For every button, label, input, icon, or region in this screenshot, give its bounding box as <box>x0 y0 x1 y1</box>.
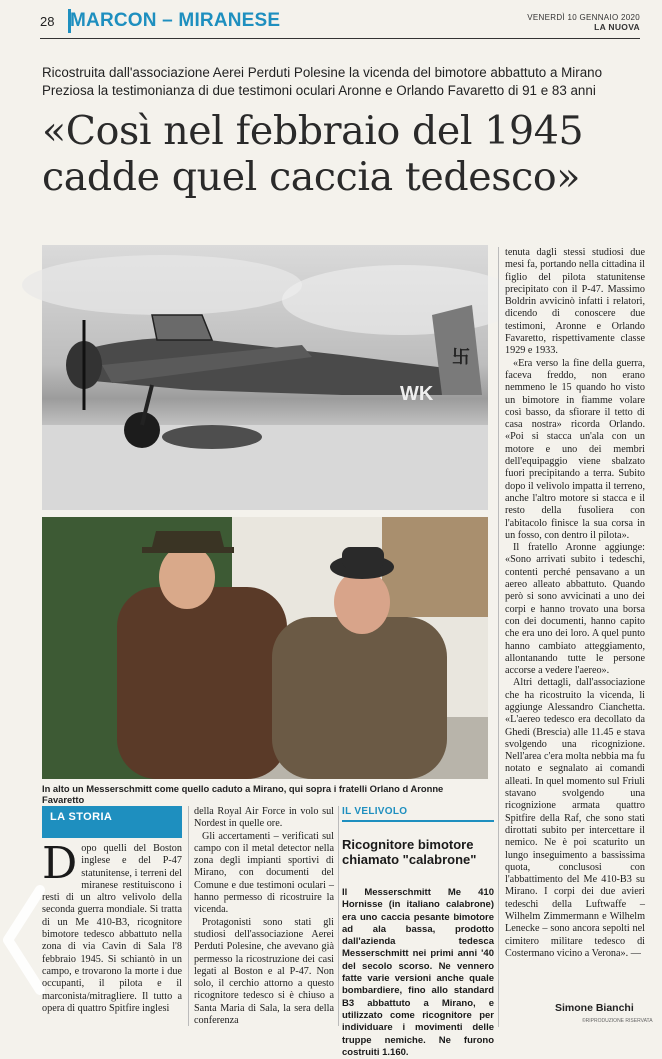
issue-date: VENERDÌ 10 GENNAIO 2020 <box>527 13 640 22</box>
newspaper-name: LA NUOVA <box>594 22 640 32</box>
middle-column-paragraph: Gli accertamenti – verificati sul campo con il metal detector nella zona degli impianti sportivi di Mirano, con documenti del Comune e due testimoni oculari – hanno permesso di ricostruire la vicenda. <box>194 830 334 916</box>
svg-text:WK: WK <box>400 383 434 405</box>
aircraft-photo <box>42 245 488 510</box>
chevron-left-icon[interactable] <box>0 880 60 1000</box>
sidebar-body: Il Messerschmitt Me 410 Hornisse (in italiano calabrone) era uno caccia pesante bimotore ad ala bassa, prodotto dall'azienda tedesca Messerschmitt nei primi anni '40 del secolo scorso. Ne vennero fatte varie versioni anche quale bombardiere, fino allo standard B3 abbattuto a Mirano, e utilizzato come ricognitore per individuare i movimenti delle truppe nemiche. Ne furono costruiti 1.160. <box>342 887 494 1058</box>
svg-text:卐: 卐 <box>452 347 470 367</box>
messerschmitt-illustration <box>42 245 488 510</box>
storia-text: opo quelli del Boston inglese e del P-47 statunitense, i terreni del miranese restituiscono i resti di un altro velivolo della seconda guerra mondiale. Si tratta di un Me 410-B3, ricognitore bimotore tedesco abbattuto nella zona di via Cavin di Sala l'8 febbraio 1945. Si schiantò in un campo, e trovarono la morte i due occupanti, il pilota e il marconista/mitragliere. Il tutto a opera di quattro Spitfire inglesi <box>42 843 182 1014</box>
right-column-paragraph: Altri dettagli, dall'associazione che ha ricostruito la vicenda, li aggiunge Alessandro Cianchetta. «L'aereo tedesco era decollato da Ghedi (Brescia) alle 11.45 e stava svolgendo una ricognizione. Nell'area c'era molta nebbia ma fu notato e segnalato ai comandi alleati. In quel momento sul Friuli stavano svolgendo una ricognizione armata quattro Spitfire della Raf, che sono stati dirottati subito per intercettare il nemico. Ne è poi scaturito un lungo inseguimento a bassissima quota, conclusosi con l'abbattimento del Me 410-B3 su Mirano. I corpi dei due avieri tedeschi della Luftwaffe – Wilhelm Zimmermann e Wilhelm Lenecke – sono ancora sepolti nel cimitero militare tedesco di Costermano vicino a Verona». — <box>505 677 645 959</box>
right-column-paragraph: Il fratello Aronne aggiunge: «Sono arrivati subito i tedeschi, contenti perché pensavano a un aereo alleato abbattuto. Quando però si sono avvicinati a uno dei corpi e hanno trovato una borsa con dei documenti, hanno capito che era uno dei loro. A quel punto hanno cambiato atteggiamento, allontanando tutte le persone accorse a vedere l'aereo». <box>505 542 645 677</box>
right-column-paragraph: «Era verso la fine della guerra, faceva freddo, non erano nemmeno le 15 quando ho visto un bimotore in fiamme volare così basso, da sfiorare il tetto di casa nostra» ricorda Orlando. «Poi si stacca un'ala con un motore e uno dei membri dell'equipaggio viene sbalzato fuori precipitando a terra. Subito dopo il velivolo impatta il terreno, anche l'altro motore si stacca e il resto della fusoliera con l'abitacolo finisce la sua corsa in un fosso, con dentro il pilota». <box>505 357 645 541</box>
favaretto-brothers-photo <box>42 517 488 779</box>
storia-column <box>42 838 182 1015</box>
brothers-illustration <box>42 517 488 779</box>
drop-cap: D <box>42 838 78 889</box>
right-column <box>505 247 645 960</box>
article-summary: Ricostruita dall'associazione Aerei Perduti Polesine la vicenda del bimotore abbattuto a Mirano Preziosa la testimonianza di due testimoni oculari Aronne e Orlando Favaretto di 91 e 83 anni <box>42 65 603 98</box>
author-signature: Simone Bianchi <box>555 1002 634 1014</box>
storia-label: LA STORIA <box>50 811 113 823</box>
velivolo-sidebar <box>342 806 494 1059</box>
page-header <box>0 0 662 46</box>
header-rule <box>40 38 640 39</box>
photo-caption: In alto un Messerschmitt come quello caduto a Mirano, qui sopra i fratelli Orlano d Aronne Favaretto <box>42 783 444 805</box>
middle-column-paragraph: della Royal Air Force in volo sul Nordest in quelle ore. <box>194 806 334 830</box>
column-divider <box>498 247 499 1027</box>
middle-column <box>194 806 334 1027</box>
page-number: 28 <box>40 14 55 29</box>
dateline <box>527 13 640 32</box>
headline-line-2: cadde quel caccia tedesco» <box>42 154 580 200</box>
right-column-paragraph: tenuta dagli stessi studiosi due mesi fa, portando nella cittadina il figlio del pilota statunitense precipitato con il P-47. Massimo Boldrin avvicinò infatti i relatori, dicendo di conoscere due testimoni, Aronne e Orlando Favaretto, rispettivamente classe 1929 e 1933. <box>505 247 645 357</box>
column-divider <box>188 806 189 1026</box>
sidebar-tag: IL VELIVOLO <box>342 806 494 822</box>
storia-label-box <box>42 806 182 838</box>
sidebar-title: Ricognitore bimotore chiamato "calabrone" <box>342 837 477 867</box>
article-headline <box>42 108 652 200</box>
middle-column-paragraph: Protagonisti sono stati gli studiosi dell'associazione Aerei Perduti Polesine, che avevano già permesso la ricostruzione dei casi legati al Boston e al P-47. Non solo, il cerchio attorno a questo ricognitore tedesco si è chiuso a Santa Maria di Sala, la sera della conferenza <box>194 916 334 1027</box>
headline-line-1: «Così nel febbraio del 1945 <box>42 108 584 154</box>
column-divider <box>338 806 339 1026</box>
section-title: MARCON – MIRANESE <box>70 10 281 31</box>
reproduction-note: ©RIPRODUZIONE RISERVATA <box>582 1018 653 1024</box>
